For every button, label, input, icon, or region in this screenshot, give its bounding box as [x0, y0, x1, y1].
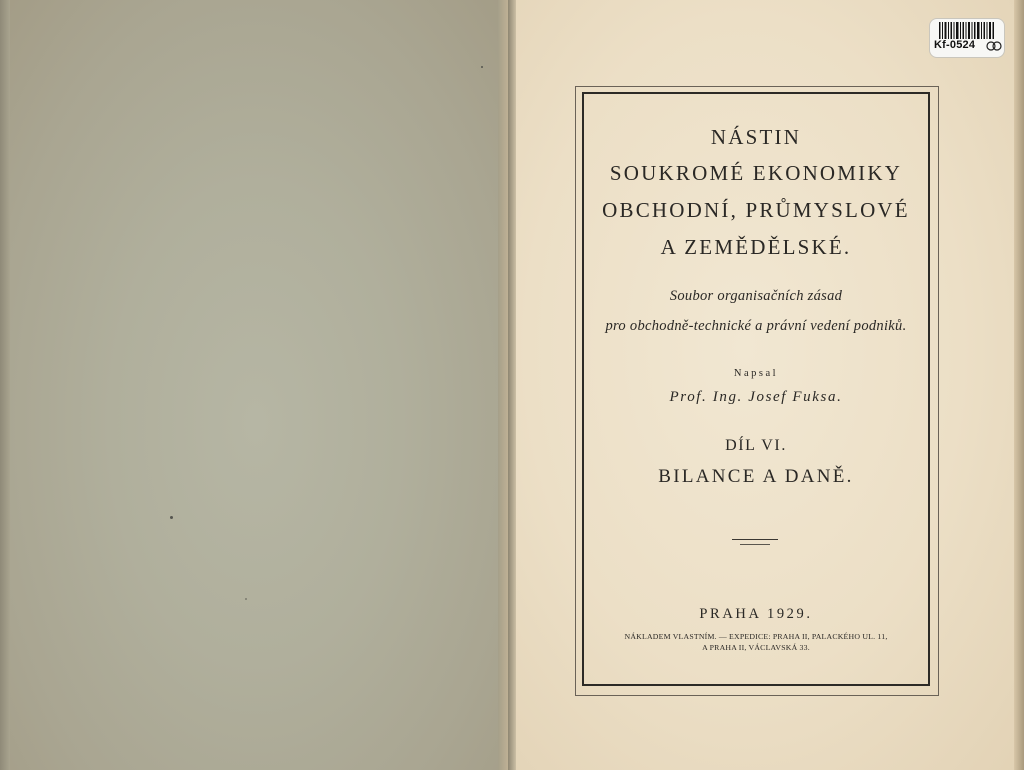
imprint-line-2: A PRAHA II, VÁCLAVSKÁ 33.: [702, 643, 810, 652]
place-year: PRAHA 1929.: [699, 606, 813, 622]
page-edge: [1014, 0, 1024, 770]
ornament-rule: [732, 539, 778, 540]
library-shelfmark: Kf-0524: [934, 39, 976, 51]
paper-fleck: [245, 598, 247, 600]
imprint-line-1: NÁKLADEM VLASTNÍM. — EXPEDICE: PRAHA II, PALACKÉHO UL. 11,: [624, 632, 888, 641]
barcode-icon: [939, 22, 995, 39]
author-intro: Napsal: [733, 368, 779, 379]
author-name: Prof. Ing. Josef Fuksa.: [669, 389, 843, 405]
book-title-line-1: NÁSTIN: [710, 125, 802, 149]
ornament-rule: [740, 544, 770, 545]
subtitle-line-2: pro obchodně-technické a právní vedení podniků.: [605, 318, 907, 334]
subtitle-line-1: Soubor organisačních zásad: [669, 288, 843, 304]
binding-strip: [0, 0, 10, 770]
part-number: DÍL VI.: [725, 437, 787, 454]
library-logo-icon: [986, 40, 1002, 52]
part-title: BILANCE A DANĚ.: [658, 466, 854, 487]
book-title-line-4: A ZEMĚDĚLSKÉ.: [660, 235, 852, 259]
paper-fleck: [481, 66, 483, 68]
paper-fleck: [170, 516, 173, 519]
book-title-line-2: SOUKROMÉ EKONOMIKY: [609, 161, 903, 185]
book-title-line-3: OBCHODNÍ, PRŮMYSLOVÉ: [602, 198, 910, 222]
